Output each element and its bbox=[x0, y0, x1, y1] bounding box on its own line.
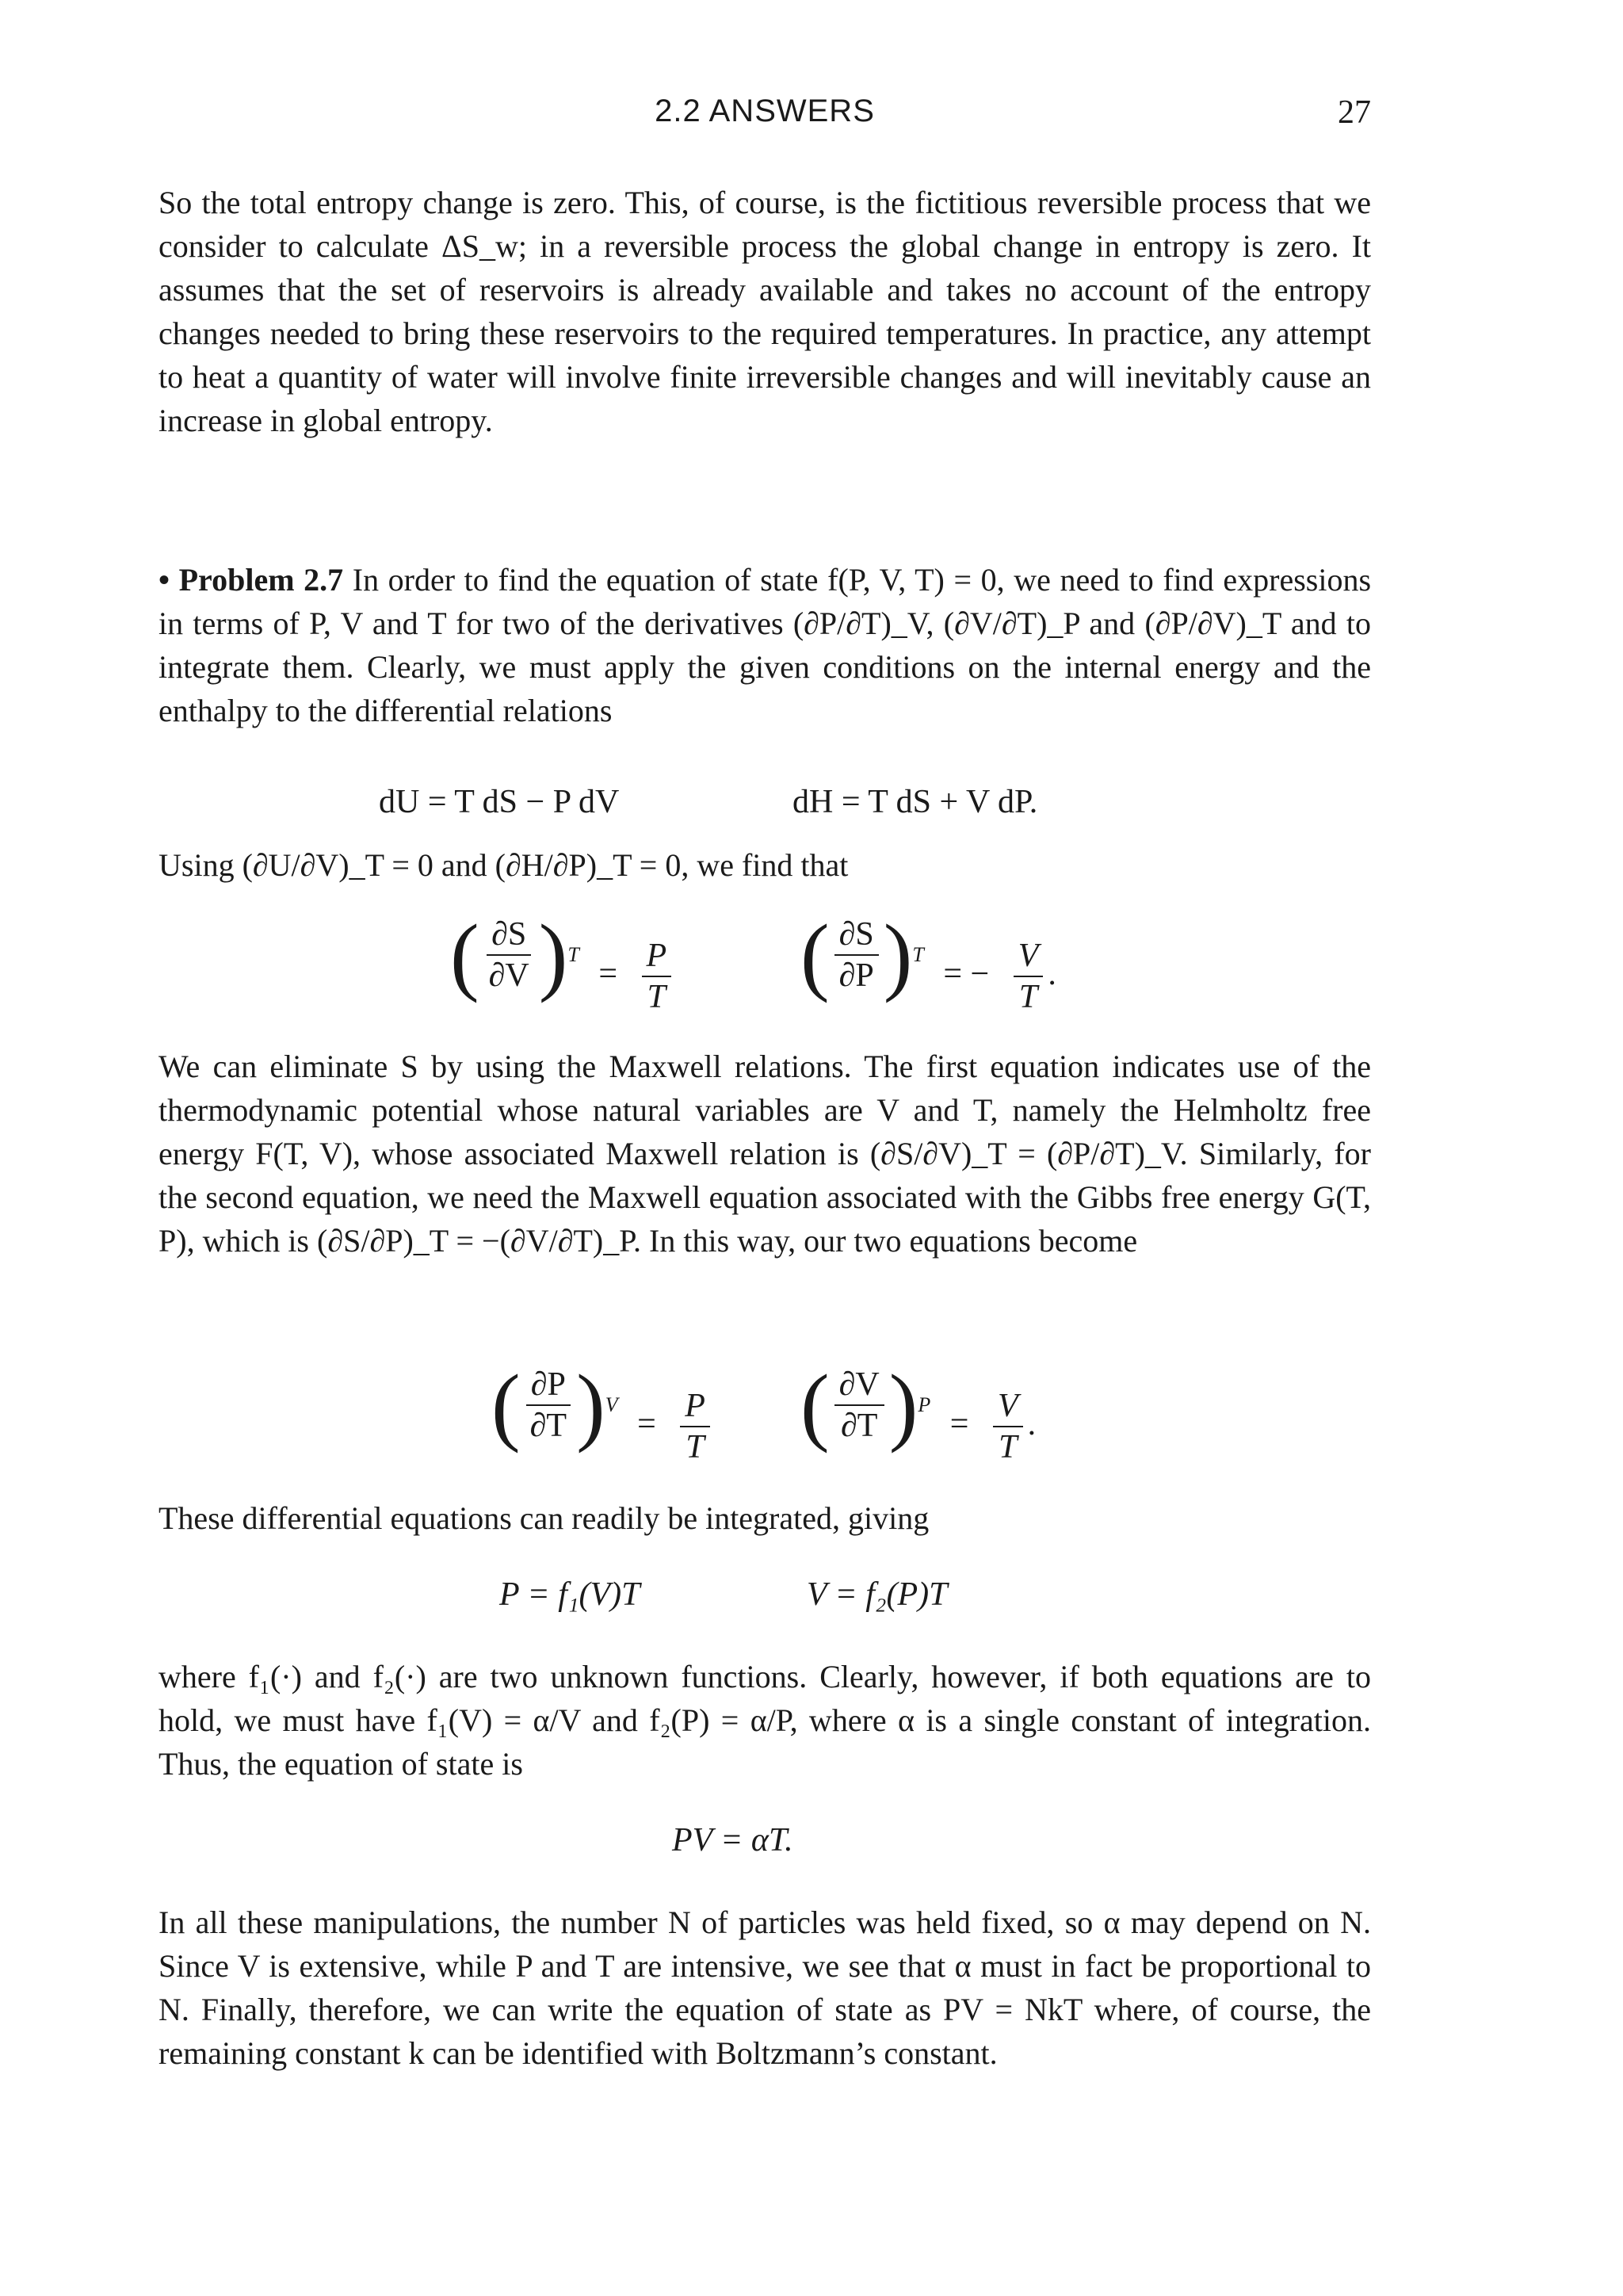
paragraph-maxwell: We can eliminate S by using the Maxwell relations. The first equation indicates use of the thermodynamic potential whose natural variables are V and T, namely the Helmholtz free energy F(T, V), whose associated Maxwell relation is (∂S/∂V)_T = (∂P/∂T)_V. Similarly, for the second equation, we need the Maxwell equation associated with the Gibbs free energy G(T, P), which is (∂S/∂P)_T = −(∂V/∂T)_P. In this way, our two equations become bbox=[158, 1049, 1371, 1259]
problem-2-7 bbox=[158, 558, 1371, 732]
problem-text: In order to find the equation of state f(P, V, T) = 0, we need to find expressions in terms of P, V and T for two of the derivatives (∂P/∂T)_V, (∂V/∂T)_P and (∂P/∂V)_T and to integrate them. Clearly, we must apply the given conditions on the internal energy and the enthalpy to the differential relations bbox=[158, 562, 1372, 728]
page-number: 27 bbox=[1338, 94, 1371, 131]
equation-dU: dU = T dS − P dV bbox=[379, 784, 620, 820]
running-head: 2.2 ANSWERS bbox=[655, 94, 875, 128]
equation-dH: dH = T dS + V dP. bbox=[792, 784, 1038, 820]
frac-denominator: ∂V bbox=[488, 957, 529, 994]
subscript: P bbox=[918, 1393, 931, 1416]
frac-numerator: ∂S bbox=[487, 915, 531, 956]
frac-denominator: ∂T bbox=[529, 1408, 567, 1444]
paragraph-using: Using (∂U/∂V)_T = 0 and (∂H/∂P)_T = 0, we find that bbox=[158, 847, 849, 883]
paragraph-where: where f₁(·) and f₂(·) are two unknown functions. Clearly, however, if both equations are to hold, we must have f₁(V) = α/V and f₂(P) = α/P, where α is a single constant of integration. Thus, the equation of state is bbox=[158, 1659, 1371, 1782]
equation-dV-dT: ( $\frac{\partial V}{\partial T}$ ) P = $\frac{V}{T}$ . bbox=[800, 1357, 1037, 1466]
subscript: T bbox=[912, 943, 924, 966]
equation-V-f2: V = f₂(P)T bbox=[807, 1576, 948, 1613]
frac-denominator: T bbox=[999, 1429, 1018, 1466]
equation-dP-dT: ( $\frac{\partial P}{\partial T}$ ) V = $\frac{P}{T}$ bbox=[491, 1362, 715, 1467]
frac-denominator: T bbox=[685, 1429, 705, 1466]
subscript: V bbox=[605, 1393, 618, 1416]
frac-numerator: P bbox=[680, 1386, 710, 1427]
frac-numerator: ∂P bbox=[526, 1365, 571, 1406]
frac-denominator: T bbox=[1018, 979, 1038, 1016]
frac-numerator: ∂S bbox=[834, 915, 879, 956]
problem-label: • Problem 2.7 bbox=[158, 562, 344, 598]
equation-dS-dP: ( $\frac{\partial S}{\partial P}$ ) T = − $\frac{V}{T}$ . bbox=[800, 907, 1056, 1016]
equation-P-f1: P = f₁(V)T bbox=[499, 1576, 640, 1613]
frac-numerator: V bbox=[993, 1386, 1023, 1427]
paragraph-integrated: These differential equations can readily be integrated, giving bbox=[158, 1500, 930, 1536]
frac-denominator: ∂P bbox=[838, 957, 874, 994]
paragraph-final: In all these manipulations, the number N of particles was held fixed, so α may depend on N. Since V is extensive, while P and T are intensive, we see that α must in fact be proportional to N. Finally, therefore, we can write the equation of state as PV = NkT where, of course, the remaining constant k can be identified with Boltzmann’s constant. bbox=[158, 1904, 1371, 2071]
equation-dS-dV: ( $\frac{\partial S}{\partial V}$ ) T = $\frac{P}{T}$ bbox=[450, 911, 676, 1017]
frac-denominator: T bbox=[647, 979, 666, 1016]
equation-of-state: PV = αT. bbox=[672, 1822, 793, 1859]
frac-numerator: ∂V bbox=[834, 1365, 884, 1406]
frac-numerator: V bbox=[1014, 936, 1044, 977]
page-header bbox=[158, 94, 1371, 141]
subscript: T bbox=[567, 943, 579, 966]
paragraph-entropy-change: So the total entropy change is zero. This, of course, is the fictitious reversible process that we consider to calculate ΔS_w; in a reversible process the global change in entropy is zero. It assumes that the set of reservoirs is already available and takes no account of the entropy changes needed to bring these reservoirs to the required temperatures. In practice, any attempt to heat a quantity of water will involve finite irreversible changes and will inevitably cause an increase in global entropy. bbox=[158, 185, 1371, 438]
frac-numerator: P bbox=[642, 936, 672, 977]
frac-denominator: ∂T bbox=[840, 1408, 878, 1444]
